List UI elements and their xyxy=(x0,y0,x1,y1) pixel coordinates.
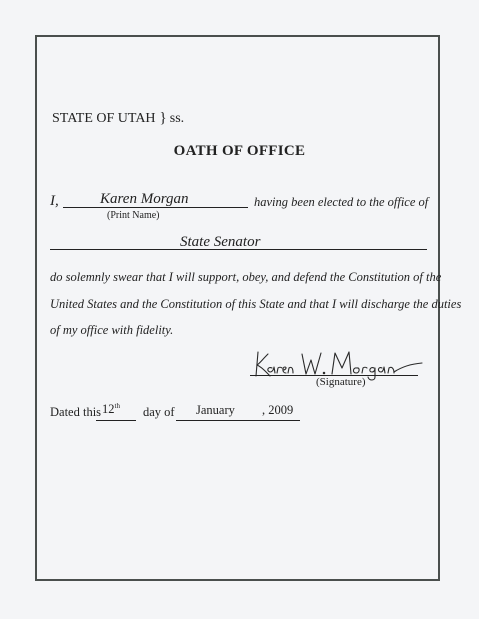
date-year: , 2009 xyxy=(262,403,294,417)
state-ss: ss. xyxy=(169,111,185,126)
i-label: I, xyxy=(50,193,59,209)
oath-line: do solemnly swear that I will support, obey, and defend the Constitution of the xyxy=(50,270,442,284)
elected-text: having been elected to the office of xyxy=(254,195,429,209)
signature-label: (Signature) xyxy=(316,376,366,388)
print-name-label: (Print Name) xyxy=(107,210,160,221)
state-heading: STATE OF UTAH } ss. xyxy=(52,110,185,126)
date-month: January xyxy=(196,403,235,417)
document-title: OATH OF OFFICE xyxy=(173,143,306,159)
oath-line: of my office with fidelity. xyxy=(50,323,174,337)
oath-paragraph xyxy=(50,264,462,344)
day-of-label: day of xyxy=(143,405,175,419)
dated-label: Dated this xyxy=(50,405,102,419)
month-underline xyxy=(176,420,300,421)
date-day: 12th xyxy=(102,402,120,416)
office-title: State Senator xyxy=(180,234,261,250)
official-name: Karen Morgan xyxy=(100,191,189,207)
oath-line: United States and the Constitution of this State and that I will discharge the duties xyxy=(50,296,462,311)
day-suffix: th xyxy=(114,402,120,410)
day-underline xyxy=(96,420,136,421)
state-brace: } xyxy=(159,110,167,126)
